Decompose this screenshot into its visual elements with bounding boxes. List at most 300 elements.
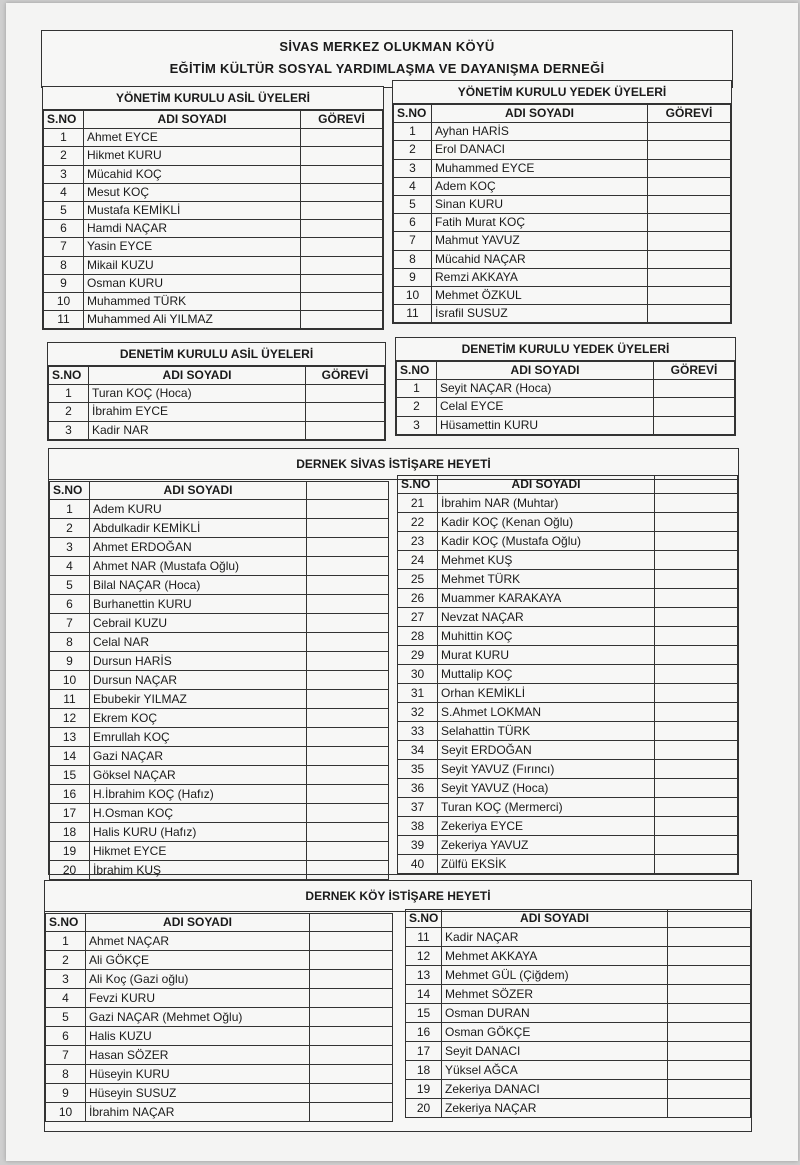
member-name: Kadir KOÇ (Kenan Oğlu) [438, 513, 655, 532]
table-row [44, 220, 383, 238]
row-number: 35 [398, 760, 438, 779]
table-row [50, 652, 389, 671]
table-row [50, 785, 389, 804]
table-row [46, 932, 393, 951]
header-line-1: SİVAS MERKEZ OLUKMAN KÖYÜ [279, 39, 495, 54]
row-number: 31 [398, 684, 438, 703]
row-number: 4 [46, 989, 86, 1008]
member-name: Dursun NAÇAR [90, 671, 307, 690]
role-cell [310, 1084, 393, 1103]
role-cell [668, 1023, 751, 1042]
role-cell [648, 141, 731, 159]
role-cell [307, 500, 389, 519]
role-cell [307, 747, 389, 766]
member-name: Muammer KARAKAYA [438, 589, 655, 608]
role-cell [307, 614, 389, 633]
row-number: 7 [44, 238, 84, 256]
row-number: 7 [50, 614, 90, 633]
member-name: Mücahid KOÇ [84, 165, 301, 183]
role-cell [307, 576, 389, 595]
table-row [406, 947, 751, 966]
row-number: 1 [397, 380, 437, 398]
role-cell [655, 703, 738, 722]
row-number: 7 [394, 232, 432, 250]
member-name: Yüksel AĞCA [442, 1061, 668, 1080]
member-name: Hüseyin KURU [86, 1065, 310, 1084]
row-number: 28 [398, 627, 438, 646]
row-number: 22 [398, 513, 438, 532]
row-number: 5 [394, 195, 432, 213]
role-cell [654, 380, 735, 398]
row-number: 9 [46, 1084, 86, 1103]
role-cell [668, 985, 751, 1004]
koy-istisare-left-table [45, 913, 393, 1122]
row-number: 13 [406, 966, 442, 985]
row-number: 16 [50, 785, 90, 804]
table-row [50, 538, 389, 557]
denetim-asil-section [47, 342, 386, 441]
role-cell [310, 1065, 393, 1084]
row-number: 17 [50, 804, 90, 823]
role-cell [307, 519, 389, 538]
row-number: 8 [50, 633, 90, 652]
member-name: İbrahim NAÇAR [86, 1103, 310, 1122]
table-row [398, 513, 738, 532]
table-row [46, 1065, 393, 1084]
member-name: Abdulkadir KEMİKLİ [90, 519, 307, 538]
member-name: Halis KUZU [86, 1027, 310, 1046]
role-cell [668, 1061, 751, 1080]
row-number: 27 [398, 608, 438, 627]
role-cell [648, 268, 731, 286]
member-name: Orhan KEMİKLİ [438, 684, 655, 703]
row-number: 11 [406, 928, 442, 947]
role-cell [310, 1103, 393, 1122]
row-number: 11 [44, 311, 84, 329]
role-cell [655, 608, 738, 627]
role-cell [655, 589, 738, 608]
role-cell [307, 766, 389, 785]
member-name: Burhanettin KURU [90, 595, 307, 614]
row-number: 10 [50, 671, 90, 690]
yonetim-asil-table [43, 110, 383, 329]
table-row [398, 779, 738, 798]
row-number: 17 [406, 1042, 442, 1061]
row-number: 9 [44, 274, 84, 292]
row-number: 2 [49, 403, 89, 421]
row-number: 9 [394, 268, 432, 286]
row-number: 3 [49, 421, 89, 439]
member-name: Mehmet SÖZER [442, 985, 668, 1004]
table-row [398, 855, 738, 874]
member-name: Adem KURU [90, 500, 307, 519]
member-name: Hasan SÖZER [86, 1046, 310, 1065]
col-sno: S.NO [46, 914, 86, 932]
sivas-istisare-right-table [397, 475, 738, 874]
table-row [394, 195, 731, 213]
table-row [44, 256, 383, 274]
table-row [406, 966, 751, 985]
member-name: Muttalip KOÇ [438, 665, 655, 684]
row-number: 20 [406, 1099, 442, 1118]
row-number: 1 [394, 123, 432, 141]
table-row [406, 928, 751, 947]
member-name: Bilal NAÇAR (Hoca) [90, 576, 307, 595]
col-blank [307, 482, 389, 500]
koy-istisare-right [405, 909, 751, 1118]
table-row [406, 1004, 751, 1023]
table-row [406, 1061, 751, 1080]
row-number: 18 [50, 823, 90, 842]
row-number: 3 [46, 970, 86, 989]
row-number: 21 [398, 494, 438, 513]
table-row [394, 123, 731, 141]
yonetim-yedek-table [393, 104, 731, 323]
member-name: Muhammed Ali YILMAZ [84, 311, 301, 329]
row-number: 2 [46, 951, 86, 970]
col-name: ADI SOYADI [84, 111, 301, 129]
member-name: Celal NAR [90, 633, 307, 652]
role-cell [301, 201, 383, 219]
row-number: 2 [397, 398, 437, 416]
table-row [44, 165, 383, 183]
role-cell [648, 305, 731, 323]
sivas-istisare-left-table [49, 481, 389, 880]
table-row [49, 385, 385, 403]
table-row [49, 421, 385, 439]
role-cell [301, 238, 383, 256]
member-name: Ebubekir YILMAZ [90, 690, 307, 709]
col-blank [310, 914, 393, 932]
role-cell [307, 652, 389, 671]
role-cell [655, 551, 738, 570]
role-cell [310, 932, 393, 951]
row-number: 6 [44, 220, 84, 238]
member-name: Ahmet NAÇAR [86, 932, 310, 951]
row-number: 1 [44, 129, 84, 147]
col-sno: S.NO [49, 367, 89, 385]
member-name: Turan KOÇ (Mermerci) [438, 798, 655, 817]
table-row [50, 709, 389, 728]
table-row [50, 728, 389, 747]
yonetim-yedek-section [392, 80, 732, 324]
row-number: 34 [398, 741, 438, 760]
role-cell [310, 1027, 393, 1046]
member-name: Nevzat NAÇAR [438, 608, 655, 627]
role-cell [655, 646, 738, 665]
role-cell [301, 274, 383, 292]
row-number: 8 [46, 1065, 86, 1084]
member-name: Seyit NAÇAR (Hoca) [437, 380, 654, 398]
role-cell [301, 220, 383, 238]
row-number: 11 [394, 305, 432, 323]
role-cell [307, 728, 389, 747]
role-cell [301, 256, 383, 274]
row-number: 36 [398, 779, 438, 798]
row-number: 1 [49, 385, 89, 403]
table-row [406, 1099, 751, 1118]
member-name: Göksel NAÇAR [90, 766, 307, 785]
row-number: 10 [44, 292, 84, 310]
row-number: 2 [44, 147, 84, 165]
table-row [406, 1080, 751, 1099]
member-name: Osman KURU [84, 274, 301, 292]
row-number: 26 [398, 589, 438, 608]
section-title: YÖNETİM KURULU ASİL ÜYELERİ [43, 87, 383, 110]
table-row [50, 747, 389, 766]
row-number: 6 [46, 1027, 86, 1046]
row-number: 10 [394, 286, 432, 304]
sivas-istisare-right [397, 475, 738, 874]
section-title: DERNEK KÖY İSTİŞARE HEYETİ [45, 881, 751, 912]
table-row [50, 595, 389, 614]
role-cell [310, 970, 393, 989]
row-number: 25 [398, 570, 438, 589]
section-title: DENETİM KURULU ASİL ÜYELERİ [48, 343, 385, 366]
member-name: Gazi NAÇAR [90, 747, 307, 766]
role-cell [301, 292, 383, 310]
member-name: Emrullah KOÇ [90, 728, 307, 747]
member-name: Ali GÖKÇE [86, 951, 310, 970]
col-name: ADI SOYADI [86, 914, 310, 932]
col-name: ADI SOYADI [437, 362, 654, 380]
role-cell [648, 232, 731, 250]
role-cell [668, 928, 751, 947]
member-name: Selahattin TÜRK [438, 722, 655, 741]
role-cell [307, 690, 389, 709]
table-row [398, 703, 738, 722]
member-name: Mehmet GÜL (Çiğdem) [442, 966, 668, 985]
role-cell [655, 570, 738, 589]
row-number: 16 [406, 1023, 442, 1042]
role-cell [301, 165, 383, 183]
section-title: YÖNETİM KURULU YEDEK ÜYELERİ [393, 81, 731, 104]
col-role: GÖREVİ [306, 367, 385, 385]
col-sno: S.NO [44, 111, 84, 129]
table-row [44, 201, 383, 219]
table-row [50, 823, 389, 842]
member-name: Erol DANACI [432, 141, 648, 159]
row-number: 29 [398, 646, 438, 665]
member-name: Celal EYCE [437, 398, 654, 416]
row-number: 4 [50, 557, 90, 576]
denetim-yedek-table [396, 361, 735, 435]
row-number: 23 [398, 532, 438, 551]
member-name: Muhittin KOÇ [438, 627, 655, 646]
table-row [50, 766, 389, 785]
col-sno: S.NO [406, 910, 442, 928]
role-cell [655, 779, 738, 798]
table-row [49, 403, 385, 421]
col-name: ADI SOYADI [442, 910, 668, 928]
row-number: 11 [50, 690, 90, 709]
row-number: 5 [50, 576, 90, 595]
member-name: Yasin EYCE [84, 238, 301, 256]
role-cell [310, 989, 393, 1008]
row-number: 15 [406, 1004, 442, 1023]
role-cell [668, 966, 751, 985]
member-name: Mikail KUZU [84, 256, 301, 274]
table-row [50, 500, 389, 519]
row-number: 4 [394, 177, 432, 195]
table-row [44, 311, 383, 329]
table-row [398, 741, 738, 760]
table-row [406, 1023, 751, 1042]
table-row [394, 250, 731, 268]
row-number: 3 [50, 538, 90, 557]
row-number: 39 [398, 836, 438, 855]
member-name: İbrahim KUŞ [90, 861, 307, 880]
table-row [394, 232, 731, 250]
member-name: Cebrail KUZU [90, 614, 307, 633]
row-number: 19 [50, 842, 90, 861]
row-number: 19 [406, 1080, 442, 1099]
member-name: Seyit DANACI [442, 1042, 668, 1061]
table-row [46, 951, 393, 970]
table-row [398, 665, 738, 684]
member-name: Muhammed EYCE [432, 159, 648, 177]
row-number: 20 [50, 861, 90, 880]
row-number: 4 [44, 183, 84, 201]
row-number: 9 [50, 652, 90, 671]
member-name: Gazi NAÇAR (Mehmet Oğlu) [86, 1008, 310, 1027]
row-number: 12 [50, 709, 90, 728]
member-name: Hikmet EYCE [90, 842, 307, 861]
member-name: Adem KOÇ [432, 177, 648, 195]
member-name: İsrafil SUSUZ [432, 305, 648, 323]
table-row [46, 970, 393, 989]
role-cell [307, 633, 389, 652]
role-cell [307, 538, 389, 557]
table-row [394, 177, 731, 195]
role-cell [307, 804, 389, 823]
member-name: H.İbrahim KOÇ (Hafız) [90, 785, 307, 804]
member-name: Hamdi NAÇAR [84, 220, 301, 238]
role-cell [655, 665, 738, 684]
member-name: Seyit YAVUZ (Fırıncı) [438, 760, 655, 779]
role-cell [668, 1080, 751, 1099]
row-number: 8 [44, 256, 84, 274]
member-name: Remzi AKKAYA [432, 268, 648, 286]
member-name: Zekeriya NAÇAR [442, 1099, 668, 1118]
table-row [50, 633, 389, 652]
member-name: Mehmet ÖZKUL [432, 286, 648, 304]
table-row [394, 159, 731, 177]
table-row [397, 398, 735, 416]
member-name: Kadir KOÇ (Mustafa Oğlu) [438, 532, 655, 551]
table-row [44, 274, 383, 292]
role-cell [668, 1099, 751, 1118]
table-row [50, 804, 389, 823]
member-name: Dursun HARİS [90, 652, 307, 671]
table-row [46, 1008, 393, 1027]
table-row [50, 576, 389, 595]
table-row [398, 570, 738, 589]
table-row [50, 861, 389, 880]
table-row [50, 557, 389, 576]
header-line-2: EĞİTİM KÜLTÜR SOSYAL YARDIMLAŞMA VE DAYANIŞMA DERNEĞİ [169, 61, 605, 76]
row-number: 2 [394, 141, 432, 159]
table-row [398, 722, 738, 741]
row-number: 10 [46, 1103, 86, 1122]
role-cell [655, 798, 738, 817]
table-row [398, 551, 738, 570]
table-row [50, 519, 389, 538]
role-cell [307, 823, 389, 842]
member-name: Fevzi KURU [86, 989, 310, 1008]
table-row [398, 627, 738, 646]
table-row [50, 671, 389, 690]
table-row [398, 760, 738, 779]
table-row [394, 305, 731, 323]
member-name: S.Ahmet LOKMAN [438, 703, 655, 722]
role-cell [655, 627, 738, 646]
role-cell [648, 195, 731, 213]
role-cell [655, 494, 738, 513]
role-cell [648, 214, 731, 232]
table-row [50, 842, 389, 861]
member-name: Turan KOÇ (Hoca) [89, 385, 306, 403]
table-row [44, 183, 383, 201]
table-row [406, 985, 751, 1004]
row-number: 33 [398, 722, 438, 741]
role-cell [310, 1046, 393, 1065]
table-row [397, 416, 735, 434]
role-cell [306, 385, 385, 403]
member-name: Hikmet KURU [84, 147, 301, 165]
row-number: 18 [406, 1061, 442, 1080]
table-row [46, 1103, 393, 1122]
row-number: 3 [394, 159, 432, 177]
role-cell [668, 1042, 751, 1061]
member-name: Ahmet NAR (Mustafa Oğlu) [90, 557, 307, 576]
role-cell [307, 671, 389, 690]
member-name: Ahmet EYCE [84, 129, 301, 147]
member-name: Ali Koç (Gazi oğlu) [86, 970, 310, 989]
role-cell [655, 532, 738, 551]
row-number: 5 [44, 201, 84, 219]
member-name: Murat KURU [438, 646, 655, 665]
role-cell [655, 741, 738, 760]
row-number: 13 [50, 728, 90, 747]
koy-istisare-right-table [405, 909, 751, 1118]
table-row [398, 532, 738, 551]
role-cell [307, 785, 389, 804]
row-number: 6 [50, 595, 90, 614]
col-sno: S.NO [398, 476, 438, 494]
role-cell [310, 951, 393, 970]
row-number: 3 [44, 165, 84, 183]
member-name: Zekeriya EYCE [438, 817, 655, 836]
member-name: Mehmet AKKAYA [442, 947, 668, 966]
role-cell [648, 286, 731, 304]
role-cell [655, 855, 738, 874]
role-cell [648, 177, 731, 195]
table-row [398, 798, 738, 817]
table-row [50, 690, 389, 709]
row-number: 14 [406, 985, 442, 1004]
table-row [398, 608, 738, 627]
table-row [44, 129, 383, 147]
table-row [44, 147, 383, 165]
member-name: Osman DURAN [442, 1004, 668, 1023]
sivas-istisare-section [48, 448, 739, 875]
row-number: 40 [398, 855, 438, 874]
col-blank [655, 476, 738, 494]
member-name: Zekeriya YAVUZ [438, 836, 655, 855]
table-row [44, 238, 383, 256]
col-blank [668, 910, 751, 928]
